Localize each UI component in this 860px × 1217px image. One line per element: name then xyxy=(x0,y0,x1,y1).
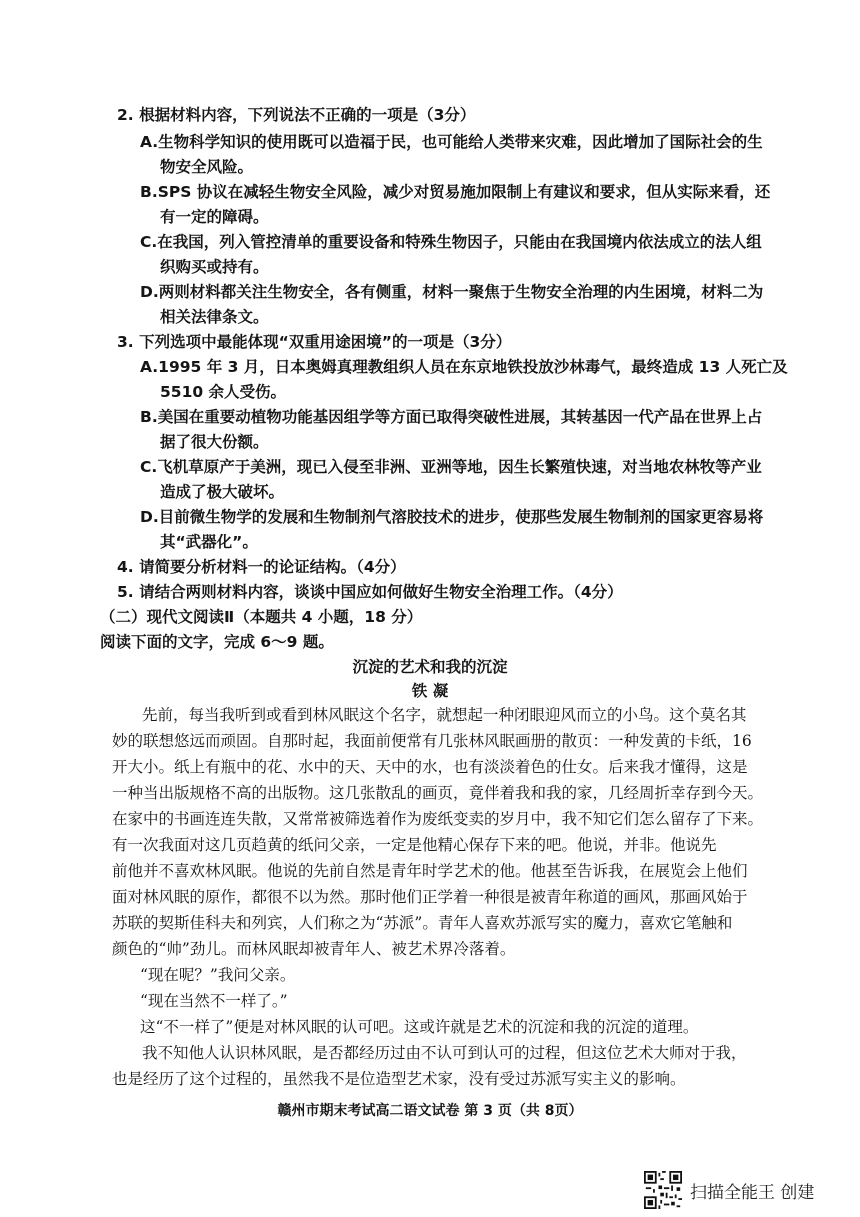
q2-option-b-line1: B.SPS 协议在减轻生物安全风险，减少对贸易施加限制上有建议和要求，但从实际来看，还 xyxy=(140,183,771,201)
q3-option-d-line2: 其“武器化”。 xyxy=(160,533,258,551)
article-line: 颜色的“帅”劲儿。而林风眠却被青年人、被艺术界冷落着。 xyxy=(112,940,516,958)
q3-option-d-line1: D.目前微生物学的发展和生物制剂气溶胶技术的进步，使那些发展生物制剂的国家更容易将 xyxy=(140,508,764,526)
q2-option-a-line2: 物安全风险。 xyxy=(160,158,254,176)
q3-option-b-line2: 据了很大份额。 xyxy=(160,433,269,451)
article-line: 一种当出版规格不高的出版物。这几张散乱的画页，竟伴着我和我的家，几经周折幸存到今天。 xyxy=(112,784,764,802)
article-line: 有一次我面对这几页趋黄的纸问父亲，一定是他精心保存下来的吧。他说，并非。他说先 xyxy=(112,836,717,854)
q2-stem: 2. 根据材料内容，下列说法不正确的一项是（3分） xyxy=(117,106,476,124)
article-line: 面对林风眠的原作，都很不以为然。那时他们正学着一种很是被青年称道的画风，那画风始于 xyxy=(112,888,748,906)
article-line: 苏联的契斯佳科夫和列宾，人们称之为“苏派”。青年人喜欢苏派写实的魔力，喜欢它笔触和 xyxy=(112,914,733,932)
article-title: 沉淀的艺术和我的沉淀 xyxy=(352,658,508,676)
q2-option-d-line2: 相关法律条文。 xyxy=(160,308,269,326)
article-line: 前他并不喜欢林风眠。他说的先前自然是青年时学艺术的他。他甚至告诉我，在展览会上他们 xyxy=(112,862,748,880)
q5-stem: 5. 请结合两则材料内容，谈谈中国应如何做好生物安全治理工作。（4分） xyxy=(117,583,623,601)
q3-option-c-line1: C.飞机草原产于美洲，现已入侵至非洲、亚洲等地，因生长繁殖快速，对当地农林牧等产业 xyxy=(140,458,762,476)
q2-option-c-line1: C.在我国，列入管控清单的重要设备和特殊生物因子，只能由在我国境内依法成立的法人组 xyxy=(140,233,762,251)
article-line: “现在呢？”我问父亲。 xyxy=(140,966,296,984)
article-line: 这“不一样了”便是对林风眠的认可吧。这或许就是艺术的沉淀和我的沉淀的道理。 xyxy=(140,1018,699,1036)
q2-option-d-line1: D.两则材料都关注生物安全，各有侧重，材料一聚焦于生物安全治理的内生困境，材料二为 xyxy=(140,283,764,301)
q3-option-c-line2: 造成了极大破坏。 xyxy=(160,483,285,501)
article-line: 先前，每当我听到或看到林风眠这个名字，就想起一种闭眼迎风而立的小鸟。这个莫名其 xyxy=(142,706,747,724)
section-heading: （二）现代文阅读Ⅱ（本题共 4 小题，18 分） xyxy=(100,608,423,626)
q4-stem: 4. 请简要分析材料一的论证结构。（4分） xyxy=(117,558,406,576)
article-line: 开大小。纸上有瓶中的花、水中的天、天中的水，也有淡淡着色的仕女。后来我才懂得，这是 xyxy=(112,758,748,776)
article-author: 铁 凝 xyxy=(411,681,449,700)
q2-option-c-line2: 织购买或持有。 xyxy=(160,258,269,276)
reading-instruction: 阅读下面的文字，完成 6～9 题。 xyxy=(100,633,334,651)
article-line: 我不知他人认识林风眠，是否都经历过由不认可到认可的过程，但这位艺术大师对于我， xyxy=(142,1044,747,1062)
article-line: 妙的联想悠远而顽固。自那时起，我面前便常有几张林风眠画册的散页：一种发黄的卡纸，16 xyxy=(112,732,752,750)
page-footer: 赣州市期末考试高二语文试卷 第 3 页（共 8页） xyxy=(277,1103,583,1119)
article-line: 在家中的书画连连失散，又常常被筛选着作为废纸变卖的岁月中，我不知它们怎么留存了下来。 xyxy=(112,810,764,828)
q2-option-b-line2: 有一定的障碍。 xyxy=(160,208,269,226)
scanner-label: 扫描全能王 创建 xyxy=(690,1182,815,1203)
q3-option-a-line2: 5510 余人受伤。 xyxy=(160,383,287,401)
q3-option-b-line1: B.美国在重要动植物功能基因组学等方面已取得突破性进展，其转基因一代产品在世界上占 xyxy=(140,408,763,426)
article-line: “现在当然不一样了。” xyxy=(140,992,288,1010)
scanner-badge xyxy=(644,1170,814,1210)
qr-code-icon xyxy=(644,1171,682,1209)
q2-option-a-line1: A.生物科学知识的使用既可以造福于民，也可能给人类带来灾难，因此增加了国际社会的生 xyxy=(140,133,763,151)
q3-option-a-line1: A.1995 年 3 月，日本奥姆真理教组织人员在东京地铁投放沙林毒气，最终造成 13 人死亡及 xyxy=(140,358,788,376)
article-line: 也是经历了这个过程的，虽然我不是位造型艺术家，没有受过苏派写实主义的影响。 xyxy=(112,1070,686,1088)
q3-stem: 3. 下列选项中最能体现“双重用途困境”的一项是（3分） xyxy=(117,333,512,351)
